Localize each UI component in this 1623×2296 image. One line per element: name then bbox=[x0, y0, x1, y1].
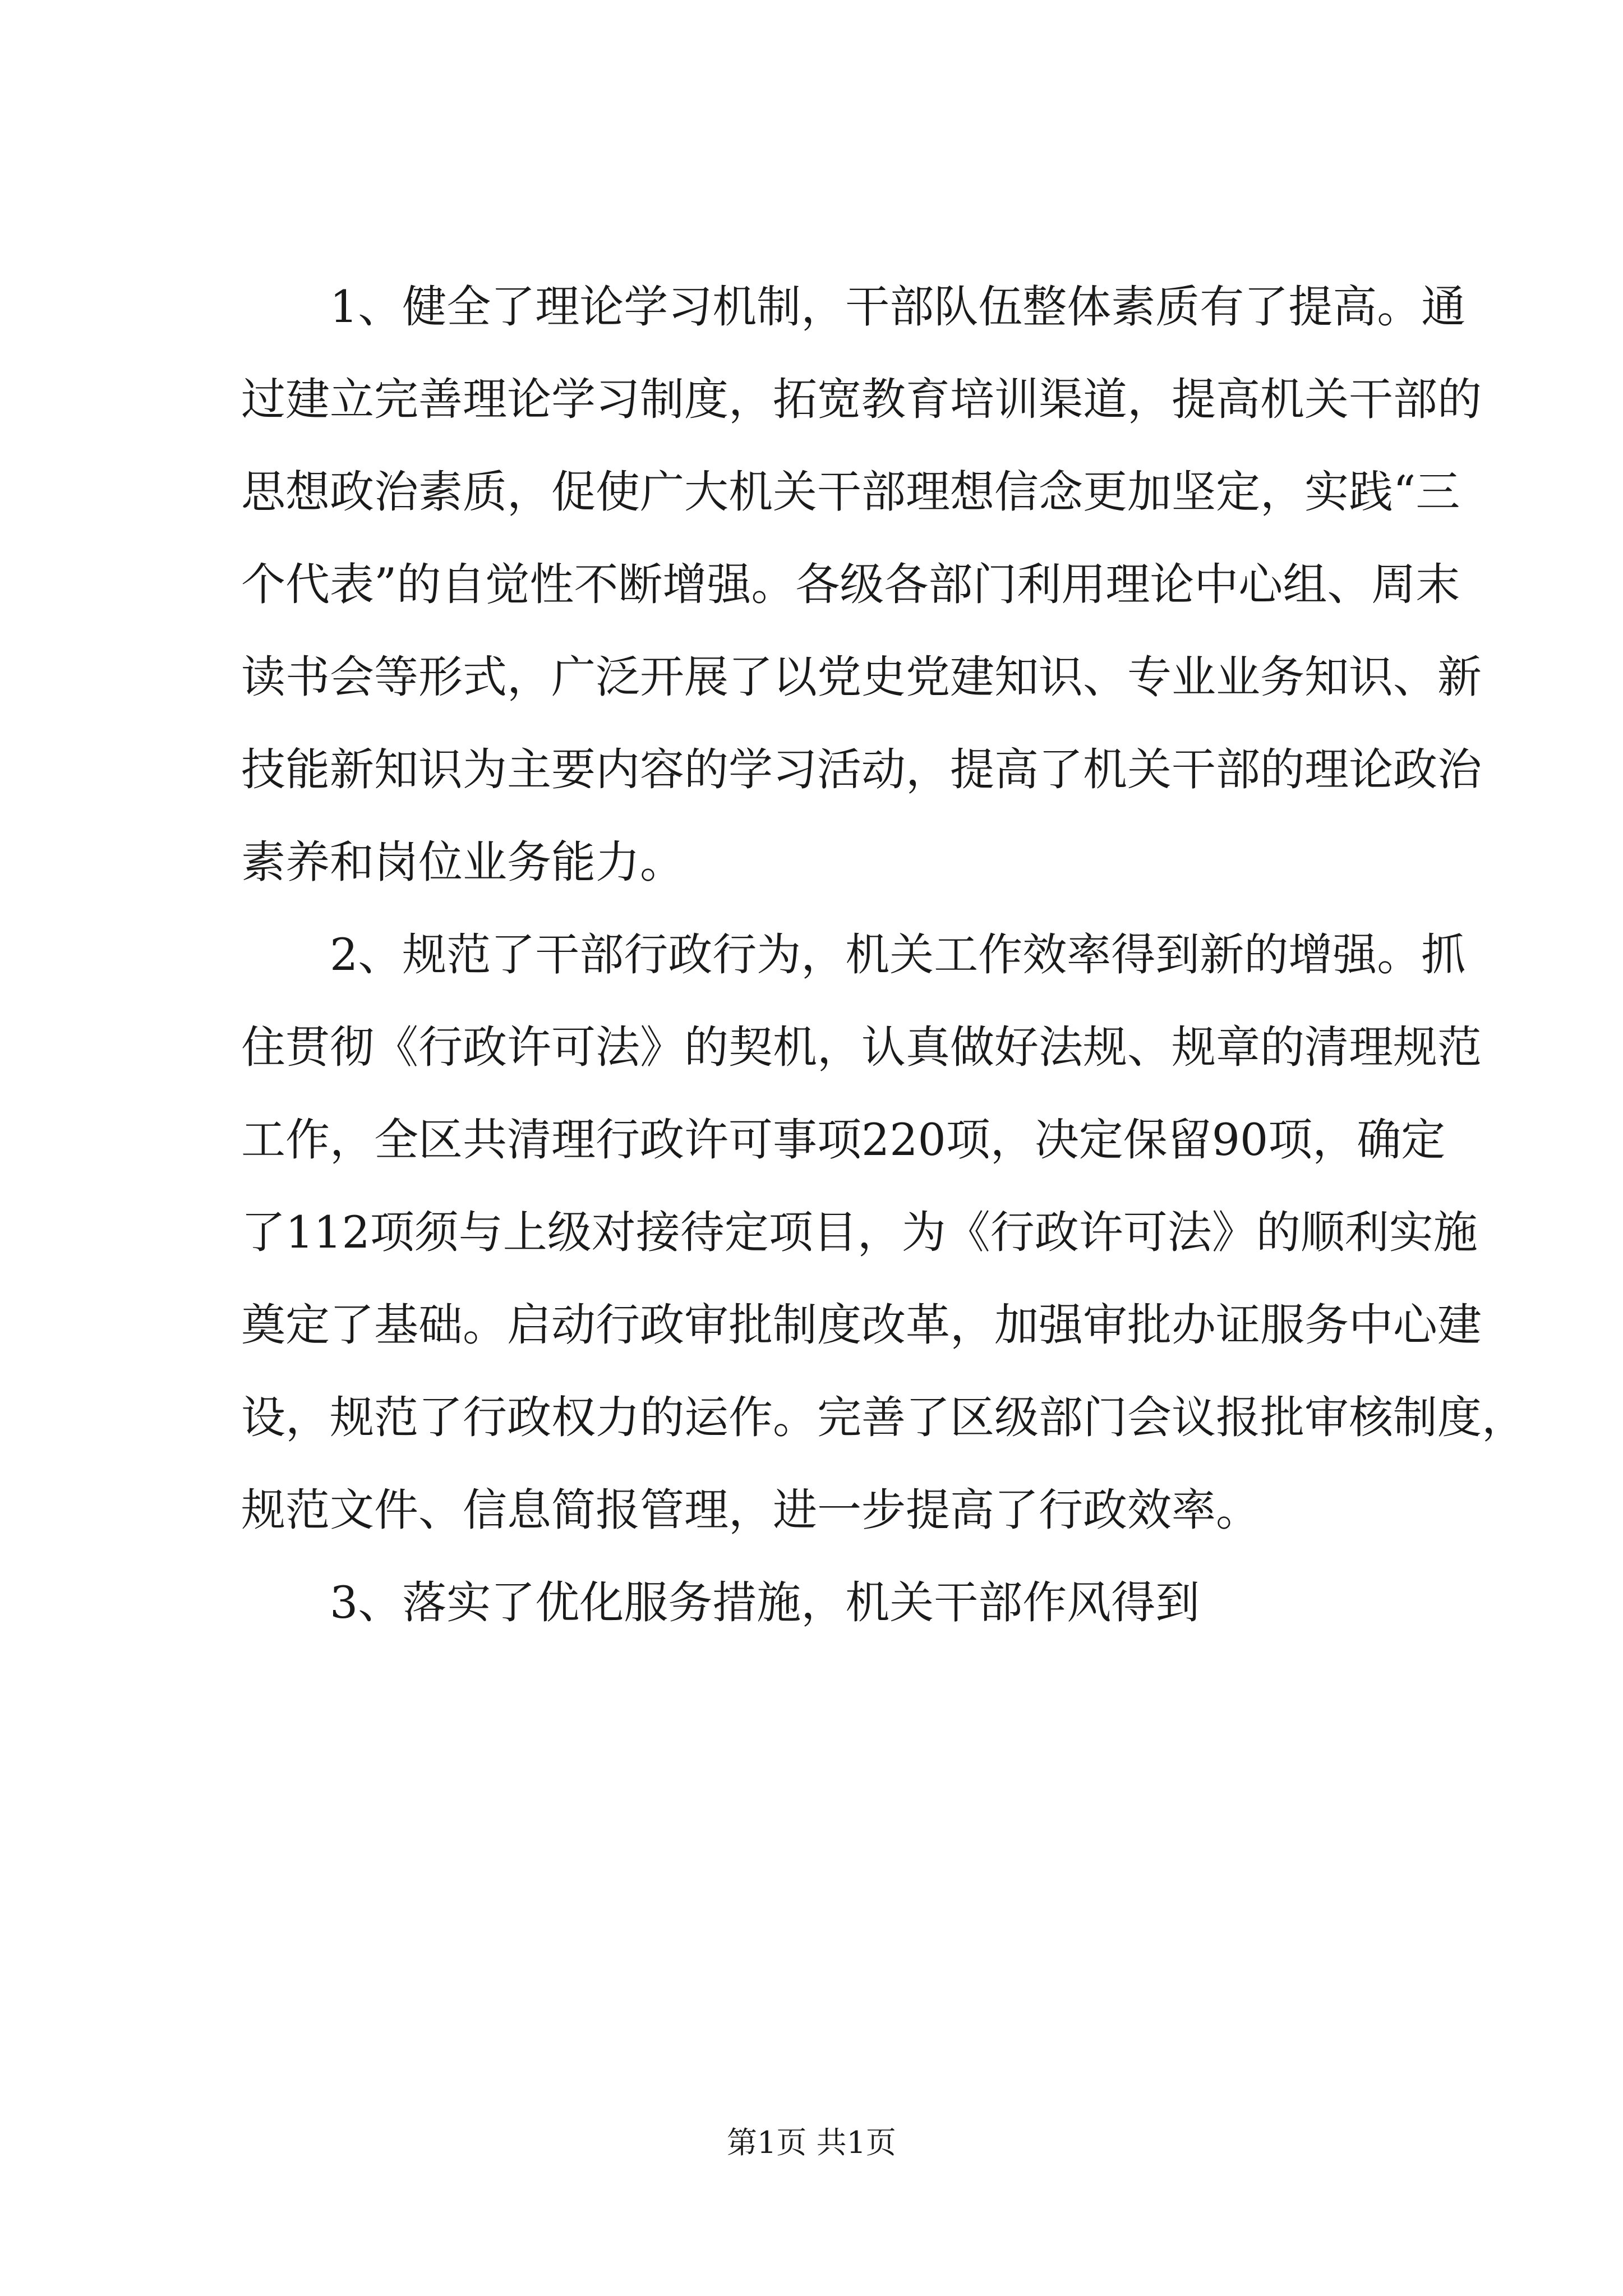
paragraph-line: 工作，全区共清理行政许可事项220项，决定保留90项，确定 bbox=[241, 1114, 1446, 1166]
paragraph-line: 设，规范了行政权力的运作。完善了区级部门会议报批审核制度， bbox=[241, 1392, 1526, 1443]
paragraph-line: 过建立完善理论学习制度，拓宽教育培训渠道，提高机关干部的 bbox=[241, 374, 1482, 425]
paragraph-line: 1、健全了理论学习机制，干部队伍整体素质有了提高。通 bbox=[330, 281, 1466, 333]
page-footer: 第1页 共1页 bbox=[727, 2125, 896, 2160]
paragraph-line: 技能新知识为主要内容的学习活动，提高了机关干部的理论政治 bbox=[241, 744, 1482, 795]
paragraph-line: 思想政治素质，促使广大机关干部理想信念更加坚定，实践“三 bbox=[241, 466, 1460, 518]
paragraph-line: 素养和岗位业务能力。 bbox=[241, 836, 684, 888]
paragraph-line: 个代表”的自觉性不断增强。各级各部门利用理论中心组、周末 bbox=[241, 559, 1460, 610]
paragraph-2 bbox=[241, 929, 1526, 1536]
paragraph-line: 2、规范了干部行政行为，机关工作效率得到新的增强。抓 bbox=[330, 929, 1466, 981]
paragraph-line: 3、落实了优化服务措施，机关干部作风得到 bbox=[330, 1577, 1200, 1628]
paragraph-line: 了112项须与上级对接待定项目，为《行政许可法》的顺利实施 bbox=[241, 1207, 1478, 1258]
paragraph-line: 规范文件、信息简报管理，进一步提高了行政效率。 bbox=[241, 1484, 1260, 1536]
paragraph-3 bbox=[241, 1577, 1419, 1628]
document-body bbox=[241, 281, 1526, 1673]
paragraph-line: 奠定了基础。启动行政审批制度改革，加强审批办证服务中心建 bbox=[241, 1299, 1482, 1351]
paragraph-1 bbox=[241, 281, 1482, 888]
paragraph-line: 住贯彻《行政许可法》的契机，认真做好法规、规章的清理规范 bbox=[241, 1022, 1482, 1073]
paragraph-line: 读书会等形式，广泛开展了以党史党建知识、专业业务知识、新 bbox=[241, 651, 1482, 703]
